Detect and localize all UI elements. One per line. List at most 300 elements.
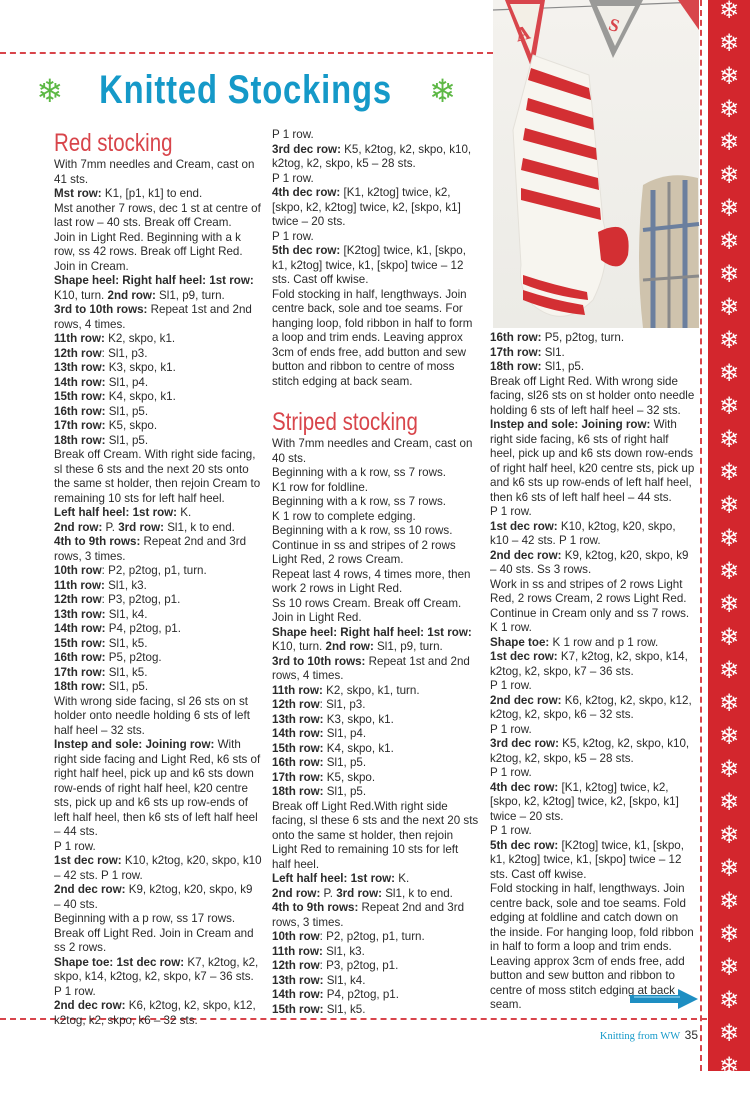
instruction-line (272, 244, 480, 288)
instruction-text: P 1 row. (490, 824, 532, 837)
instruction-label: 18th row: (490, 360, 542, 373)
instruction-text: Sl1, p9, turn. (155, 288, 225, 302)
instruction-text: K4, skpo, k1. (105, 390, 176, 403)
instruction-text: Join in Cream. (54, 259, 129, 273)
instruction-label: 2nd row: (272, 886, 321, 900)
instruction-label: 13th row: (54, 607, 106, 621)
snowflake-icon: ❄ (718, 161, 740, 189)
instruction-line (54, 361, 262, 376)
instruction-line (272, 186, 480, 230)
instruction-line (272, 437, 480, 466)
instruction-text: K10, turn. (54, 288, 105, 302)
instruction-line (272, 510, 480, 525)
instruction-text: Join in Light Red. (272, 611, 362, 624)
instruction-label: 12th row (272, 959, 320, 972)
instruction-line (272, 959, 480, 974)
instruction-line (54, 506, 262, 521)
instruction-text: P4, p2tog, p1. (323, 988, 399, 1001)
instruction-text: K5, k2tog, k2, skpo, k10, k2tog, k2, skpo, k5 – 28 sts. (272, 142, 472, 170)
instruction-line (272, 128, 480, 143)
snowflake-icon: ❄ (718, 194, 740, 222)
instruction-label: 5th dec row: (272, 244, 341, 257)
instruction-line (490, 621, 696, 636)
instruction-line (54, 419, 262, 434)
instruction-line (54, 579, 262, 594)
snowflake-icon: ❄ (718, 1052, 740, 1080)
instruction-label: 11th row: (54, 578, 105, 592)
instruction-line (490, 824, 696, 839)
instruction-line (54, 260, 262, 275)
instruction-label: 13th row: (272, 973, 324, 987)
instruction-text: K10, k2tog, k20, skpo, k10 – 42 sts. P 1 row. (54, 854, 262, 882)
instruction-line (272, 771, 480, 786)
instruction-text: K. (177, 506, 192, 519)
snowflake-icon: ❄ (718, 887, 740, 915)
instruction-text: Beginning with a p row, ss 17 rows. Break off Light Red. Join in Cream and ss 2 rows. (54, 912, 254, 954)
instruction-label: 16th row: (272, 756, 324, 769)
section-heading: Red stocking (54, 129, 173, 157)
instruction-line (54, 608, 262, 623)
snowflake-icon: ❄ (718, 29, 740, 57)
instruction-text: Sl1, k4. (105, 607, 148, 621)
instruction-text: K7, k2tog, k2, skpo, k14, k2tog, k2, skpo, k7 – 36 sts. (54, 955, 259, 983)
instruction-text: With right side facing, k6 sts of right half heel, pick up and k6 sts down row-ends of right half heel, k20 centre sts, pick up and k6 sts up row-ends of left half heel, then k6 sts of left half heel – 44 sts. (490, 418, 695, 504)
instruction-line (490, 578, 696, 622)
instruction-text: P. (320, 886, 333, 900)
instruction-label: 5th dec row: (490, 838, 559, 852)
instruction-text: Beginning with a k row, ss 10 rows. Continue in ss and stripes of 2 rows Light Red, 2 rows Cream. (272, 524, 456, 566)
instruction-text: K1 row for foldline. (272, 480, 369, 494)
instruction-line (54, 956, 262, 985)
instruction-line (272, 945, 480, 960)
instruction-label: 16th row: (490, 331, 542, 344)
snowflake-icon: ❄ (718, 557, 740, 585)
snowflake-icon: ❄ (718, 656, 740, 684)
snowflake-icon: ❄ (718, 854, 740, 882)
instruction-text: P 1 row. (54, 839, 96, 853)
instruction-line (272, 481, 480, 496)
instruction-label: 1st dec row: (54, 854, 122, 867)
instruction-line (54, 622, 262, 637)
instruction-line (272, 988, 480, 1003)
instruction-label: 12th row (54, 346, 102, 360)
snowflake-icon: ❄ (718, 524, 740, 552)
instruction-label: 2nd row: (104, 288, 156, 302)
instruction-text: Fold stocking in half, lengthways. Join centre back, sole and toe seams. Fold edging at foldline and catch down on the inside. For hanging loop, fold ribbon in half to form a loop and trim ends. Leaving approx 3cm of ends free, add button and sew button and ribbon to centre of moss stitch edging at back seam. (490, 882, 694, 1011)
instruction-text: K5, k2tog, k2, skpo, k10, k2tog, k2, skpo, k5 – 28 sts. (490, 737, 690, 765)
instruction-text: K10, k2tog, k20, skpo, k10 – 42 sts. P 1 row. (490, 519, 676, 547)
instruction-text: Sl1, k5. (105, 665, 148, 679)
snowflake-icon: ❄ (718, 788, 740, 816)
instruction-label: 18th row: (272, 785, 324, 798)
instruction-line (272, 684, 480, 699)
instruction-text: K4, skpo, k1. (323, 741, 394, 755)
instruction-line (272, 143, 480, 172)
instruction-line (272, 288, 480, 390)
instruction-text: : Sl1, p3. (319, 698, 366, 711)
instruction-label: 15th row: (54, 390, 106, 403)
instruction-line (490, 346, 696, 361)
instruction-label: 12th row (272, 698, 320, 711)
instruction-line (54, 535, 262, 564)
instruction-text: Sl1, k5. (323, 1002, 366, 1016)
instruction-label: Left half heel: 1st row: (272, 872, 396, 885)
instruction-label: 2nd row: (322, 640, 374, 653)
snowflake-icon: ❄ (718, 722, 740, 750)
instruction-text: Break off Light Red.With right side facing, sl these 6 sts and the next 20 sts onto the same st holder, then rejoin Light Red to remaining 10 sts for left half heel. (272, 799, 479, 871)
instruction-label: 17th row: (54, 419, 106, 432)
instruction-text: P 1 row. (490, 505, 532, 518)
snowflake-icon: ❄ (718, 458, 740, 486)
instruction-text: Sl1, p4. (323, 727, 367, 740)
instruction-text: Fold stocking in half, lengthways. Join centre back, sole and toe seams. For hanging loop, fold ribbon in half to form a loop and trim ends. Leaving approx 3cm of ends free, add button and sew button and ribbon to centre of moss stitch edging at back seam. (272, 287, 473, 388)
instruction-line (272, 930, 480, 945)
instruction-text: Sl1, k3. (322, 944, 365, 958)
instruction-label: 11th row: (272, 683, 323, 697)
instruction-line (54, 651, 262, 666)
instruction-text: P5, p2tog. (105, 651, 162, 664)
snowflake-icon: ❄ (36, 71, 64, 110)
instruction-line (54, 434, 262, 449)
instruction-text: Sl1, k4. (323, 973, 366, 987)
instruction-text: Beginning with a k row, ss 7 rows. (272, 495, 446, 508)
instruction-label: 14th row: (272, 988, 324, 1001)
snowflake-icon: ❄ (718, 689, 740, 717)
instruction-label: 3rd to 10th rows: (272, 654, 366, 668)
instruction-text: Break off Light Red. With wrong side facing, sl26 sts on st holder onto needle holding 6 sts of left half heel – 32 sts. (490, 374, 695, 417)
instruction-line (272, 872, 480, 887)
magazine-name: Knitting from WW (599, 1031, 681, 1042)
instruction-line (490, 679, 696, 694)
instruction-text: With right side facing and Light Red, k6 sts of right half heel, pick up and k6 sts down row-ends of right half heel, k20 centre sts, pick up and k6 sts up row-ends of left half heel, then k6 sts of left half heel – 44 sts. (54, 738, 261, 838)
instruction-text: Sl1, p9, turn. (373, 640, 443, 653)
snowflake-icon: ❄ (718, 920, 740, 948)
instruction-line (54, 405, 262, 420)
instruction-label: 17th row: (272, 770, 324, 784)
column-right (490, 331, 696, 1013)
instruction-text: With wrong side facing, sl 26 sts on st holder onto needle holding 6 sts of left half heel – 32 sts. (54, 694, 250, 737)
instruction-line (490, 549, 696, 578)
snowflake-icon: ❄ (718, 326, 740, 354)
instruction-text: K. (395, 872, 410, 885)
snowflake-icon: ❄ (718, 1019, 740, 1047)
instruction-text: Join in Light Red. Beginning with a k row, ss 42 rows. Break off Light Red. (54, 230, 243, 258)
instruction-line (490, 694, 696, 723)
instruction-text: K 1 row. (490, 621, 532, 634)
instruction-label: 15th row: (54, 636, 106, 650)
instruction-text: Sl1, k5. (105, 636, 148, 650)
instruction-label: Shape heel: Right half heel: 1st row: (54, 274, 254, 287)
instruction-line (54, 158, 262, 187)
instruction-label: 4th to 9th rows: (54, 535, 141, 548)
instruction-line (272, 524, 480, 568)
instruction-text: Sl1, p5. (105, 404, 149, 418)
instruction-label: 4th to 9th rows: (272, 901, 359, 914)
snowflake-icon: ❄ (718, 359, 740, 387)
instruction-label: 13th row: (54, 361, 106, 374)
instruction-label: 14th row: (272, 727, 324, 740)
instruction-line (272, 597, 480, 612)
instruction-label: Instep and sole: Joining row: (490, 418, 651, 431)
snowflake-icon: ❄ (718, 821, 740, 849)
snowflake-icon: ❄ (718, 0, 740, 24)
instruction-text: Mst another 7 rows, dec 1 st at centre of last row – 40 sts. Break off Cream. (54, 201, 261, 229)
instruction-label: 12th row (54, 593, 102, 606)
instruction-text: P 1 row. (272, 128, 314, 141)
instruction-text: K3, skpo, k1. (105, 361, 176, 374)
instruction-label: 13th row: (272, 712, 324, 726)
instruction-label: 11th row: (54, 332, 105, 345)
instruction-text: : P3, p2tog, p1. (319, 959, 399, 972)
column-left (54, 128, 262, 1028)
instruction-line (272, 466, 480, 481)
instruction-line (54, 390, 262, 405)
instruction-label: 16th row: (54, 404, 106, 418)
instruction-text: K 1 row to complete edging. (272, 509, 416, 523)
instruction-line (54, 564, 262, 579)
snowflake-icon: ❄ (718, 425, 740, 453)
snowflake-icon: ❄ (428, 71, 456, 110)
instruction-line (54, 883, 262, 912)
instruction-text: [K1, k2tog] twice, k2, [skpo, k2, k2tog] twice, k2, [skpo, k1] twice – 20 sts. (272, 186, 461, 228)
instruction-line (272, 568, 480, 597)
instruction-text: Sl1, p5. (323, 785, 367, 798)
instruction-label: 15th row: (272, 741, 324, 755)
instruction-text: Sl1, p5. (323, 756, 367, 769)
instruction-text: P5, p2tog, turn. (541, 331, 625, 344)
instruction-label: 2nd row: (54, 520, 103, 534)
instruction-text: : P2, p2tog, p1, turn. (319, 930, 425, 943)
snowflake-icon: ❄ (718, 755, 740, 783)
instruction-text: Repeat 2nd and 3rd rows, 3 times. (54, 535, 247, 563)
snowflake-icon: ❄ (718, 491, 740, 519)
instruction-text: P4, p2tog, p1. (105, 622, 181, 635)
snowflake-icon: ❄ (718, 293, 740, 321)
instruction-label: 3rd dec row: (490, 737, 559, 750)
instruction-text: Sl1, k to end. (381, 886, 453, 900)
snowflake-icon: ❄ (718, 227, 740, 255)
instruction-line (272, 172, 480, 187)
instruction-line (272, 974, 480, 989)
instruction-line (54, 985, 262, 1000)
instruction-line (272, 230, 480, 245)
instruction-line (272, 713, 480, 728)
instruction-label: Instep and sole: Joining row: (54, 738, 215, 751)
instruction-text: K6, k2tog, k2, skpo, k12, k2tog, k2, skpo, k6 – 32 sts. (54, 999, 256, 1027)
instruction-label: 17th row: (54, 665, 106, 679)
instruction-line (54, 999, 262, 1028)
instruction-label: 10th row (272, 930, 320, 943)
column-middle (272, 128, 480, 1017)
instruction-label: 10th row (54, 564, 102, 577)
instruction-line (490, 650, 696, 679)
instruction-text: K 1 row and p 1 row. (549, 635, 659, 649)
instruction-text: Beginning with a k row, ss 7 rows. (272, 466, 446, 479)
instruction-text: K5, skpo. (105, 419, 158, 432)
instruction-text: P 1 row. (272, 229, 314, 243)
instruction-label: 18th row: (54, 433, 106, 447)
instruction-label: 3rd row: (115, 520, 164, 534)
instruction-text: Repeat 1st and 2nd rows, 4 times. (54, 303, 252, 331)
instruction-line (490, 737, 696, 766)
instruction-text: [K2tog] twice, k1, [skpo, k1, k2tog] twice, k1, [skpo] twice – 12 sts. Cast off kwise. (490, 838, 684, 881)
instruction-line (272, 1003, 480, 1018)
instruction-line (54, 840, 262, 855)
instruction-line (272, 901, 480, 930)
instruction-line (272, 727, 480, 742)
instruction-text: K7, k2tog, k2, skpo, k14, k2tog, k2, skpo, k7 – 36 sts. (490, 650, 688, 678)
instruction-text: Repeat 2nd and 3rd rows, 3 times. (272, 901, 465, 929)
instruction-text: Sl1, k to end. (163, 520, 235, 534)
instruction-line (490, 781, 696, 825)
instruction-label: 4th dec row: (272, 186, 341, 199)
page-title (0, 68, 492, 113)
stockings-illustration (493, 0, 699, 328)
snowflake-icon: ❄ (718, 1085, 740, 1113)
bunting-letter-s: S (606, 13, 623, 37)
instruction-text: [K1, k2tog] twice, k2, [skpo, k2, k2tog] twice, k2, [skpo, k1] twice – 20 sts. (490, 780, 679, 823)
instruction-label: 1st dec row: (490, 519, 558, 533)
instruction-line (490, 636, 696, 651)
instruction-label: 14th row: (54, 375, 106, 389)
instruction-line (490, 505, 696, 520)
instruction-text: Ss 10 rows Cream. Break off Cream. (272, 596, 462, 610)
snowflake-icon: ❄ (718, 623, 740, 651)
page-footer (600, 1028, 698, 1042)
instruction-label: 14th row: (54, 622, 106, 635)
instruction-label: 1st dec row: (490, 650, 558, 663)
instruction-label: Shape toe: 1st dec row: (54, 955, 185, 969)
snowflake-icon: ❄ (718, 986, 740, 1014)
snowflake-icon: ❄ (718, 260, 740, 288)
instruction-text: Sl1, p5. (105, 433, 149, 447)
instruction-line (54, 448, 262, 506)
instruction-line (54, 303, 262, 332)
instruction-text: Sl1, p5. (105, 680, 149, 693)
instruction-line (490, 331, 696, 346)
instruction-line (54, 695, 262, 739)
instruction-label: 17th row: (490, 345, 542, 359)
instruction-text: Repeat last 4 rows, 4 times more, then work 2 rows in Light Red. (272, 567, 471, 595)
snowflake-icon: ❄ (718, 953, 740, 981)
instruction-line (54, 376, 262, 391)
instruction-line (54, 854, 262, 883)
instruction-text: K1, [p1, k1] to end. (101, 187, 203, 200)
right-dashed-rule (700, 0, 702, 1071)
snowflake-icon: ❄ (718, 128, 740, 156)
instruction-text: Sl1, k3. (104, 578, 147, 592)
instruction-line (54, 202, 262, 231)
instruction-line (272, 756, 480, 771)
instruction-text: With 7mm needles and Cream, cast on 41 sts. (54, 158, 255, 186)
instruction-text: K2, skpo, k1. (104, 332, 176, 345)
instruction-line (272, 800, 480, 873)
instruction-label: 11th row: (272, 944, 323, 958)
instruction-text: Work in ss and stripes of 2 rows Light Red, 2 rows Cream, 2 rows Light Red. Continue in Cream only and ss 7 rows. (490, 577, 690, 620)
title-text: Knitted Stockings (99, 68, 393, 112)
instruction-line (54, 666, 262, 681)
instruction-text: P 1 row. (54, 984, 96, 998)
instruction-text: K9, k2tog, k20, skpo, k9 – 40 sts. (54, 883, 253, 911)
top-dashed-rule (0, 52, 493, 54)
instruction-line (272, 887, 480, 902)
instruction-line (490, 418, 696, 505)
instruction-text: P. (102, 520, 115, 534)
instruction-text: P 1 row. (490, 722, 532, 736)
bunting-letter-a: A (513, 21, 533, 47)
instruction-line (54, 738, 262, 840)
instruction-text: K9, k2tog, k20, skpo, k9 – 40 sts. Ss 3 rows. (490, 548, 689, 576)
stockings-photo (493, 0, 699, 328)
instruction-line (490, 839, 696, 883)
instruction-line (54, 593, 262, 608)
instruction-label: 15th row: (272, 1002, 324, 1016)
instruction-label: Left half heel: 1st row: (54, 506, 178, 519)
instruction-line (54, 680, 262, 695)
section-heading: Striped stocking (272, 408, 418, 436)
instruction-line (272, 655, 480, 684)
instruction-line (490, 520, 696, 549)
instruction-line (54, 332, 262, 347)
instruction-line (490, 375, 696, 419)
instruction-text: K10, turn. (272, 640, 323, 653)
snowflake-border (708, 0, 750, 1113)
instruction-line (272, 742, 480, 757)
instruction-line (272, 611, 480, 626)
instruction-line (54, 912, 262, 956)
instruction-text: Break off Cream. With right side facing, sl these 6 sts and the next 20 sts onto the same st holder, then rejoin Cream to remaining 10 sts for left half heel. (54, 448, 261, 505)
instruction-text: P 1 row. (272, 171, 314, 185)
instruction-text: : P3, p2tog, p1. (101, 593, 181, 606)
instruction-line (54, 637, 262, 652)
arrow-right-icon (630, 988, 700, 1010)
instruction-text: K5, skpo. (323, 770, 376, 784)
instruction-label: 16th row: (54, 651, 106, 664)
instruction-label: Shape heel: Right half heel: 1st row: (272, 625, 472, 639)
instruction-label: 18th row: (54, 680, 106, 693)
instruction-line (490, 360, 696, 375)
snowflake-icon: ❄ (718, 392, 740, 420)
instruction-line (490, 723, 696, 738)
instruction-text: Sl1, p4. (105, 375, 149, 389)
instruction-line (54, 347, 262, 362)
instruction-text: P 1 row. (490, 766, 532, 779)
instruction-line (490, 766, 696, 781)
instruction-text: With 7mm needles and Cream, cast on 40 sts. (272, 437, 473, 465)
instruction-text: P 1 row. (490, 679, 532, 692)
page-number: 35 (684, 1028, 698, 1042)
instruction-label: 2nd dec row: (490, 693, 562, 707)
snowflake-icon: ❄ (718, 590, 740, 618)
instruction-label: Mst row: (54, 187, 102, 200)
instruction-label: 2nd dec row: (54, 883, 126, 896)
instruction-line (272, 698, 480, 713)
snowflake-icon: ❄ (718, 95, 740, 123)
snowflake-icon: ❄ (718, 62, 740, 90)
instruction-label: 3rd to 10th rows: (54, 303, 148, 316)
instruction-line (54, 521, 262, 536)
instruction-line (54, 187, 262, 202)
instruction-line (272, 626, 480, 655)
instruction-line (54, 274, 262, 303)
instruction-label: 3rd dec row: (272, 142, 341, 156)
instruction-text: : P2, p2tog, p1, turn. (101, 564, 207, 577)
instruction-label: 2nd dec row: (490, 548, 562, 562)
instruction-line (54, 231, 262, 260)
instruction-text: Repeat 1st and 2nd rows, 4 times. (272, 654, 470, 682)
instruction-line (272, 495, 480, 510)
instruction-text: [K2tog] twice, k1, [skpo, k1, k2tog] twice, k1, [skpo] twice – 12 sts. Cast off kwise. (272, 244, 466, 286)
